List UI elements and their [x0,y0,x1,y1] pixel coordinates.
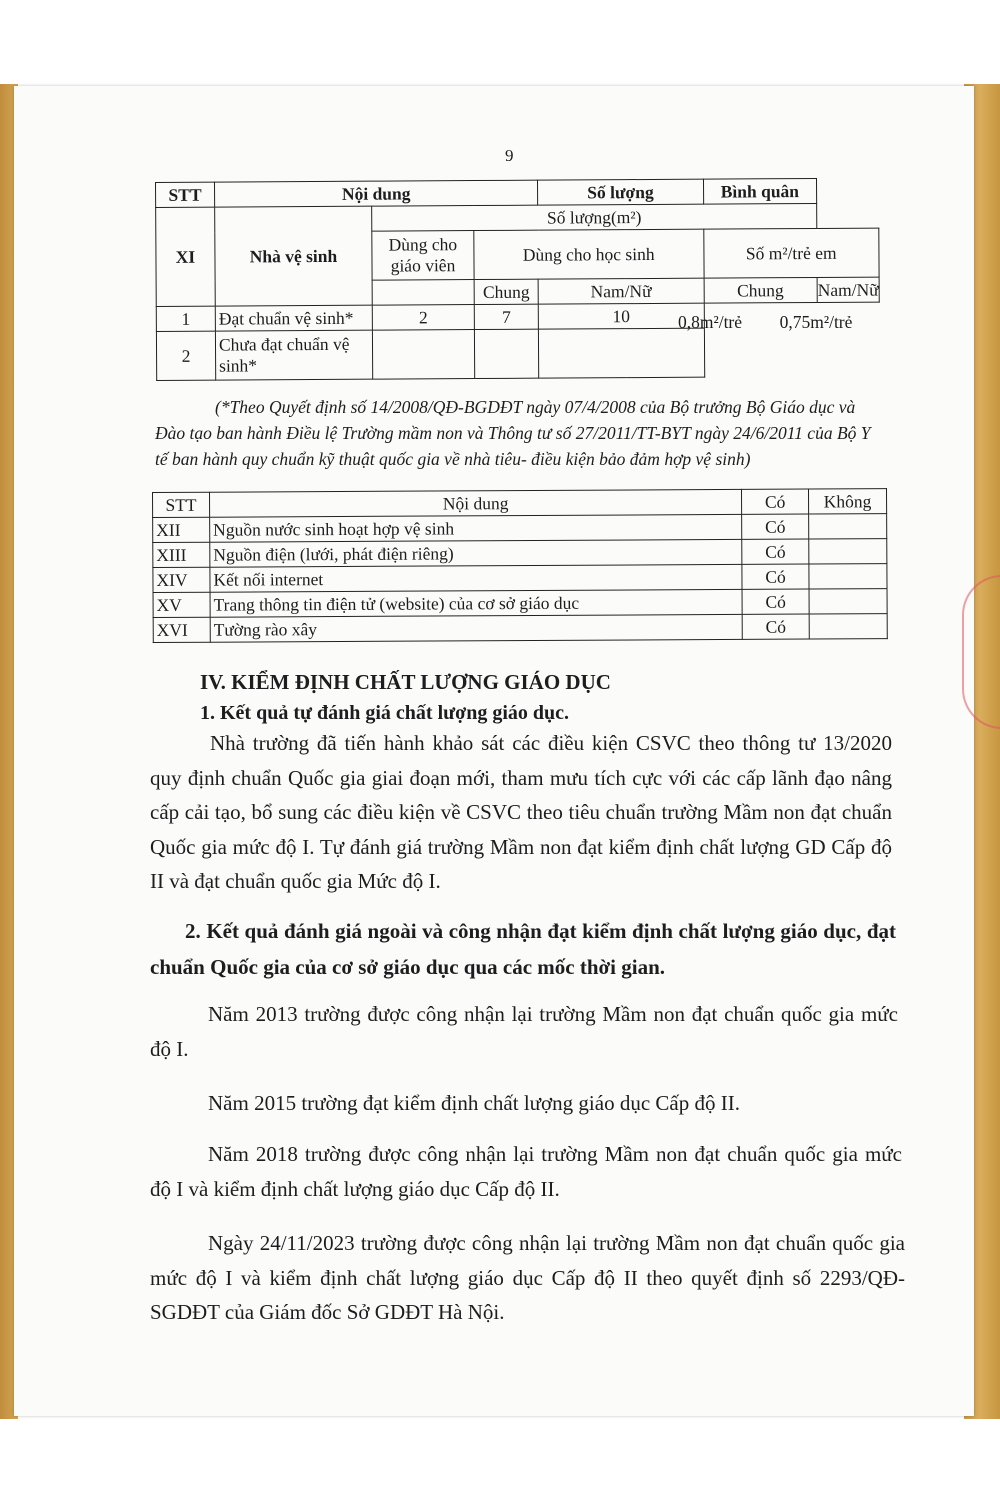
row-stt: 2 [156,331,215,380]
row-khong [809,514,887,539]
empty-cell [372,280,474,306]
table-row [153,564,887,593]
row-teacher [372,330,474,380]
paragraph: Năm 2013 trường được công nhận lại trường Mầm non đạt chuẩn quốc gia mức độ I. [150,1002,898,1061]
section-title: Nhà vệ sinh [215,206,373,306]
row-co: Có [742,614,809,639]
row-khong [809,539,887,564]
paragraph: Nhà trường đã tiến hành khảo sát các điều kiện CSVC theo thông tư 13/2020 quy định chuẩn Quốc gia giai đoạn mới, tham mưu tích cực với các cấp lãnh đạo nâng cấp cải tạo, bổ sung các điều kiện về CSVC theo tiêu chuẩn trường Mầm non đạt chuẩn Quốc gia mức độ I. Tự đánh giá trường Mầm non đạt kiểm định chất lượng GD Cấp độ II và đạt chuẩn quốc gia Mức độ I. [150,731,892,893]
toilet-table [155,178,880,381]
utilities-table [152,488,888,643]
row-content: Nguồn điện (lưới, phát điện riêng) [210,539,742,567]
table-row [156,327,879,380]
row-stt: XV [153,592,210,617]
background-top [0,0,1000,84]
teacher-column-header: Dùng cho giáo viên [372,231,474,281]
table-row [153,614,887,643]
header-stt: STT [153,492,210,517]
header-binh-quan: Bình quân [703,178,817,204]
paragraph: Năm 2018 trường được công nhận lại trường Mầm non đạt chuẩn quốc gia mức độ I và kiểm định chất lượng giáo dục Cấp độ II. [150,1142,902,1201]
header-so-luong: Số lượng [538,179,703,205]
row-chung: 7 [474,304,538,329]
paragraph: Ngày 24/11/2023 trường được công nhận lại trường Mầm non đạt chuẩn quốc gia mức độ I và kiểm định chất lượng giáo dục Cấp độ II theo quyết định số 2293/QĐ-SGDĐT của Giám đốc Sở GDĐT Hà Nội. [150,1231,905,1324]
paragraph: Năm 2015 trường đạt kiểm định chất lượng giáo dục Cấp độ II. [208,1091,740,1115]
section-heading: IV. KIỂM ĐỊNH CHẤT LƯỢNG GIÁO DỤC [200,670,611,694]
section-code: XI [156,207,216,306]
row-name: Đạt chuẩn vệ sinh* [215,305,372,331]
row-content: Tường rào xây [210,614,742,642]
row-khong [809,614,887,639]
student-column-header: Dùng cho học sinh [474,229,704,279]
row-co: Có [742,564,809,589]
subsection-heading-2: 2. Kết quả đánh giá ngoài và công nhận đạt kiểm định chất lượng giáo dục, đạt chuẩn Quốc gia của cơ sở giáo dục qua các mốc thời gian. [150,919,896,979]
row-perchild-chung: 0,8m²/trẻ [677,312,743,332]
row-teacher: 2 [372,305,474,331]
page-number: 9 [505,146,514,165]
row-khong [809,589,887,614]
area-header: Số lượng(m²) [372,203,817,231]
perchild-chung-header: Chung [704,277,818,303]
table-row [153,589,887,618]
row-namnu: 10 [539,303,704,329]
legal-note: (*Theo Quyết định số 14/2008/QĐ-BGDĐT ngày 07/4/2008 của Bộ trưởng Bộ Giáo dục và Đào tạo ban hành Điều lệ Trường mầm non và Thông tư số 27/2011/TT-BYT ngày 24/6/2011 của Bộ Y tế ban hành quy chuẩn kỹ thuật quốc gia về nhà tiêu- điều kiện bảo đảm hợp vệ sinh) [155,397,871,469]
subsection-heading-1: 1. Kết quả tự đánh giá chất lượng giáo dục. [200,702,570,724]
row-perchild-namnu: 0,75m²/trẻ [779,312,853,332]
row-khong [809,564,887,589]
table-row [153,539,887,568]
row-content: Nguồn nước sinh hoạt hợp vệ sinh [210,514,742,542]
row-stt: XIII [153,542,210,567]
row-stt: XII [153,517,210,542]
header-khong: Không [809,489,887,514]
row-name: Chưa đạt chuẩn vệ sinh* [215,330,372,380]
row-chung [474,329,539,378]
row-co: Có [742,514,809,539]
row-stt: XIV [153,567,210,592]
per-child-column-header: Số m²/trẻ em [703,228,879,278]
row-co: Có [742,539,809,564]
header-noi-dung: Nội dung [214,180,537,207]
background-bottom [0,1419,1000,1500]
row-stt: 1 [156,306,215,331]
row-stt: XVI [153,617,210,642]
row-namnu [539,328,705,378]
header-stt: STT [156,182,215,207]
header-noi-dung: Nội dung [209,489,741,517]
table-row [153,514,887,543]
table-header-row [153,489,887,518]
row-content: Kết nối internet [210,564,742,592]
perchild-namnu-header: Nam/Nữ [817,277,879,302]
header-co: Có [742,489,809,514]
student-namnu-header: Nam/Nữ [538,278,703,304]
red-stamp-edge [962,575,1000,729]
row-co: Có [742,589,809,614]
student-chung-header: Chung [474,279,538,304]
row-content: Trang thông tin điện tử (website) của cơ sở giáo dục [210,589,742,617]
